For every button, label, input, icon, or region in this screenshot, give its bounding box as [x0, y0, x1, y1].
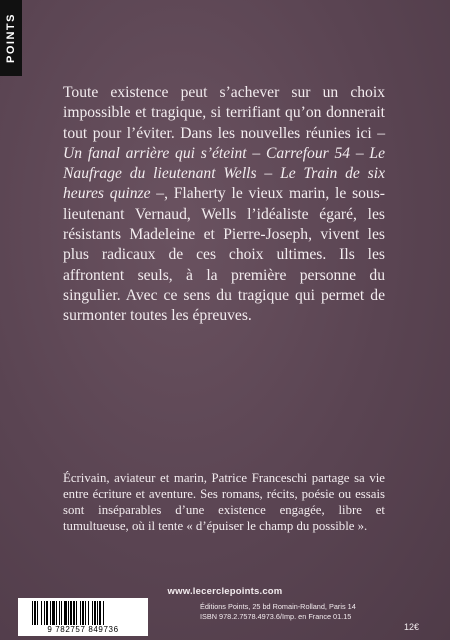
story-title-2: Carrefour 54 — [266, 144, 351, 162]
author-bio: Écrivain, aviateur et marin, Patrice Franceschi partage sa vie entre écriture et aventure. Ses romans, récits, poésie ou essais sont inséparables d’une existence engagée, libre et tumultueuse, où il tente « d’épuiser le champ du possible ». — [63, 471, 385, 533]
story-title-1: Un fanal arrière qui s’éteint — [63, 144, 247, 162]
barcode — [18, 598, 148, 636]
logo-text: POINTS — [5, 13, 18, 63]
price: 12€ — [404, 622, 420, 632]
blurb-text-2: –, Flaherty le vieux marin, le sous-lieutenant Vernaud, Wells l’idéaliste égaré, les résistants Madeleine et Pierre-Joseph, vivent les plus radicaux de ces choix ultimes. Ils les affrontent seuls, à la première personne du singulier. Avec ce sens du tragique qui permet de surmonter toutes les épreuves. — [63, 185, 385, 325]
points-logo — [0, 0, 22, 76]
publisher-address: Éditions Points, 25 bd Romain-Rolland, Paris 14 — [200, 602, 356, 611]
story-title-4: Le Train de six heures quinze — [63, 165, 386, 203]
publisher-info — [200, 602, 356, 622]
blurb-text-1: Toute existence peut s’achever sur un choix impossible et tragique, si terrifiant qu’on donnerait tout pour l’éviter. Dans les nouvelles réunies ici – — [63, 84, 385, 142]
blurb-sep-2: – — [350, 144, 370, 162]
blurb-sep-1: – — [246, 144, 267, 162]
barcode-bars — [32, 601, 134, 625]
barcode-number: 9 782757 849736 — [47, 625, 119, 634]
website-link[interactable]: www.lecerclepoints.com — [167, 586, 283, 597]
isbn-line: ISBN 978.2.7578.4973.6/Imp. en France 01.15 — [200, 612, 352, 621]
story-title-3: Le Naufrage du lieutenant Wells — [63, 144, 386, 183]
book-blurb — [63, 83, 385, 327]
blurb-sep-3: – — [256, 165, 281, 183]
